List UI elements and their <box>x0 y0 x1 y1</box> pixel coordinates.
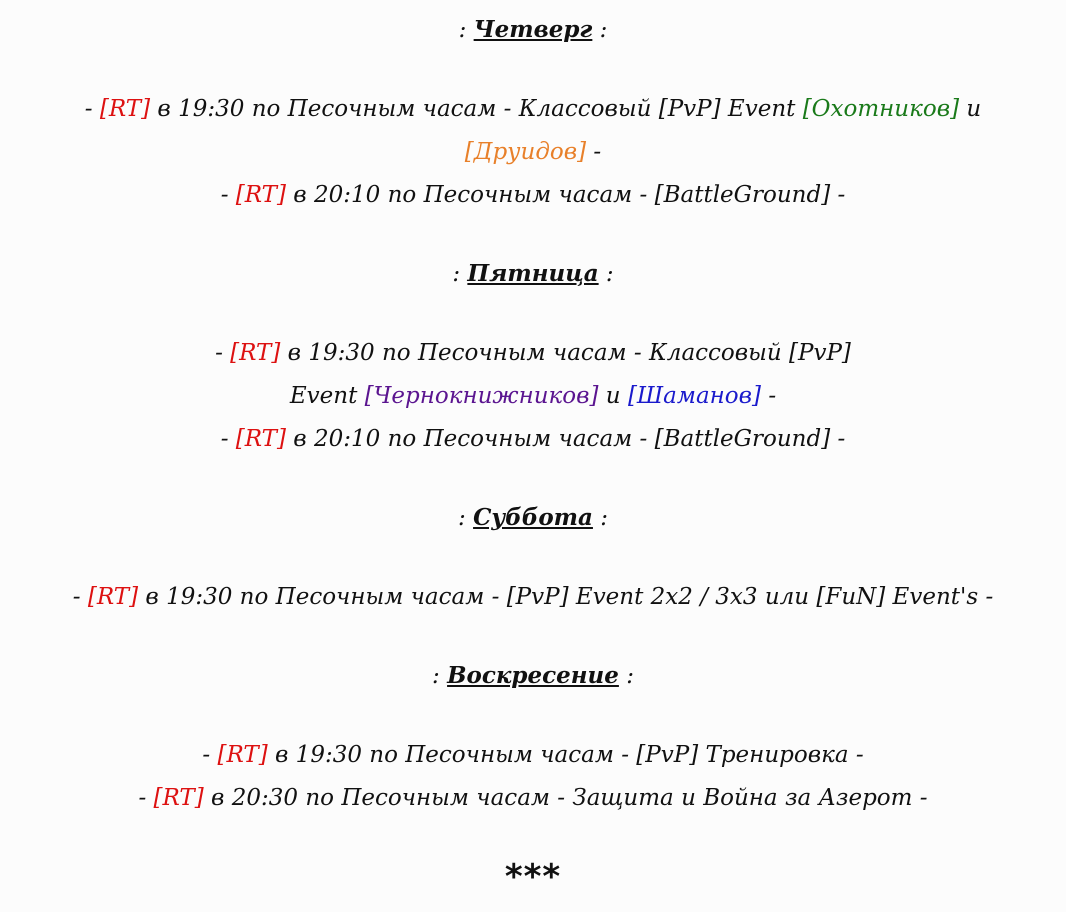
heading-suffix: : <box>598 261 614 287</box>
day-title-thursday: Четверг <box>473 16 593 43</box>
dash: - <box>220 426 236 452</box>
event-text: в 20:10 по Песочным часам - [BattleGround] - <box>286 182 846 208</box>
schedule-line <box>0 424 1066 454</box>
schedule-line <box>0 338 1066 368</box>
rt-tag: [RT] <box>99 96 151 122</box>
schedule-line <box>0 94 1066 124</box>
dash: - <box>138 785 154 811</box>
friday-heading <box>0 259 1066 289</box>
heading-prefix: : <box>432 663 448 689</box>
event-text: в 20:30 по Песочным часам - Защита и Война за Азерот - <box>203 785 928 811</box>
heading-suffix: : <box>592 17 608 43</box>
saturday-heading <box>0 503 1066 533</box>
heading-suffix: : <box>592 505 608 531</box>
schedule-line <box>0 740 1066 770</box>
dash: - <box>84 96 100 122</box>
rt-tag: [RT] <box>217 742 268 768</box>
rt-tag: [RT] <box>87 584 139 610</box>
day-title-friday: Пятница <box>467 260 599 287</box>
rt-tag: [RT] <box>235 426 286 452</box>
sunday-heading <box>0 661 1066 691</box>
conjunction: и <box>959 96 982 122</box>
rt-tag: [RT] <box>230 340 281 366</box>
dash: - <box>215 340 231 366</box>
heading-prefix: : <box>452 261 468 287</box>
dash: - <box>220 182 236 208</box>
rt-tag: [RT] <box>235 182 286 208</box>
event-text: в 19:30 по Песочным часам - [PvP] Event 2x2 / 3x3 или [FuN] Event's - <box>138 584 994 610</box>
class-tag-hunters: [Охотников] <box>802 96 960 122</box>
class-tag-druids: [Друидов] <box>464 139 587 165</box>
thursday-heading <box>0 15 1066 45</box>
rt-tag: [RT] <box>153 785 204 811</box>
class-tag-warlocks: [Чернокнижников] <box>364 383 599 409</box>
event-text: в 19:30 по Песочным часам - [PvP] Тренировка - <box>267 742 864 768</box>
separator-stars: *** <box>504 857 562 897</box>
schedule-line <box>0 180 1066 210</box>
event-text: в 20:10 по Песочным часам - [BattleGround] - <box>286 426 846 452</box>
heading-prefix: : <box>458 17 474 43</box>
line-end: - <box>586 139 602 165</box>
event-text: Event <box>289 383 365 409</box>
event-text: в 19:30 по Песочным часам - Классовый [PvP] <box>280 340 851 366</box>
conjunction: и <box>598 383 628 409</box>
schedule-line <box>0 582 1066 612</box>
line-end: - <box>761 383 777 409</box>
heading-prefix: : <box>458 505 474 531</box>
class-tag-shamans: [Шаманов] <box>627 383 762 409</box>
heading-suffix: : <box>618 663 634 689</box>
event-text: в 19:30 по Песочным часам - Классовый [PvP] Event <box>150 96 803 122</box>
schedule-line <box>0 783 1066 813</box>
dash: - <box>72 584 88 610</box>
dash: - <box>202 742 218 768</box>
schedule-line-continuation <box>0 137 1066 167</box>
schedule-line-continuation <box>0 381 1066 411</box>
day-title-sunday: Воскресение <box>447 662 619 689</box>
day-title-saturday: Суббота <box>473 504 593 531</box>
